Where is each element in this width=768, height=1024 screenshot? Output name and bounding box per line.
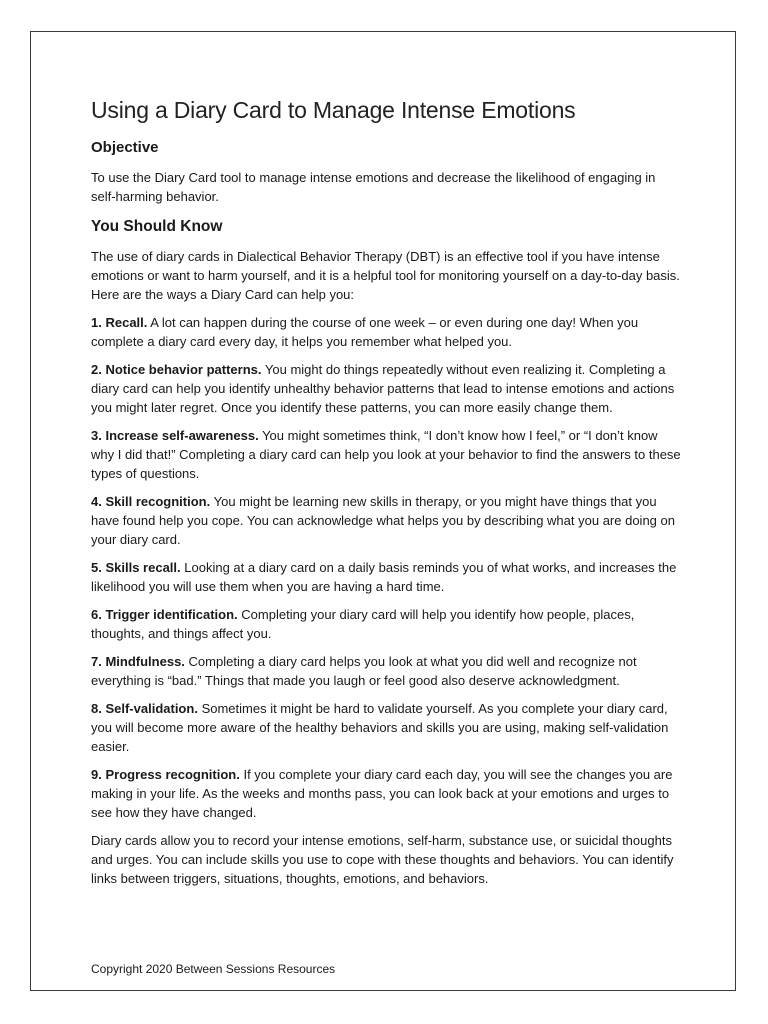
- list-item-number: 3.: [91, 428, 102, 443]
- list-item-skills-recall: [91, 558, 681, 596]
- list-item-self-awareness: [91, 426, 681, 483]
- list-item-number: 4.: [91, 494, 102, 509]
- list-item-text: If you complete your diary card each day, you will see the changes you are making in your life. As the weeks and months pass, you can look back at your emotions and urges to see how they have changed.: [91, 767, 673, 820]
- list-item-self-validation: [91, 699, 681, 756]
- list-item-lead: Recall.: [105, 315, 148, 330]
- list-item-lead: Progress recognition.: [105, 767, 240, 782]
- list-item-number: 6.: [91, 607, 102, 622]
- list-item-mindfulness: [91, 652, 681, 690]
- list-item-behavior-patterns: [91, 360, 681, 417]
- list-item-lead: Increase self-awareness.: [105, 428, 259, 443]
- intro-paragraph: The use of diary cards in Dialectical Behavior Therapy (DBT) is an effective tool if you have intense emotions or want to harm yourself, and it is a helpful tool for monitoring yourself on a day-to-day basis. Here are the ways a Diary Card can help you:: [91, 249, 680, 302]
- copyright-footer: Copyright 2020 Between Sessions Resources: [91, 962, 336, 976]
- document-title: Using a Diary Card to Manage Intense Emotions: [91, 97, 576, 123]
- list-item-lead: Skills recall.: [105, 560, 181, 575]
- list-item-lead: Trigger identification.: [105, 607, 238, 622]
- list-item-lead: Mindfulness.: [105, 654, 185, 669]
- list-item-skill-recognition: [91, 492, 681, 549]
- list-item-text: Completing a diary card helps you look at what you did well and recognize not everything is “bad.” Things that made you laugh or feel good also deserve acknowledgment.: [91, 654, 637, 688]
- list-item-text: You might be learning new skills in therapy, or you might have things that you have found help you cope. You can acknowledge what helps you by describing what you are doing on your diary card.: [91, 494, 675, 547]
- document-content: [91, 96, 681, 897]
- list-item-text: A lot can happen during the course of one week – or even during one day! When you complete a diary card every day, it helps you remember what helped you.: [91, 315, 639, 349]
- list-item-number: 7.: [91, 654, 102, 669]
- objective-heading: Objective: [91, 139, 159, 156]
- closing-paragraph: Diary cards allow you to record your intense emotions, self-harm, substance use, or suicidal thoughts and urges. You can include skills you use to cope with these thoughts and behaviors. You can identify links between triggers, situations, thoughts, emotions, and behaviors.: [91, 833, 674, 886]
- list-item-text: Looking at a diary card on a daily basis reminds you of what works, and increases the likelihood you will use them when you are having a hard time.: [91, 560, 677, 594]
- objective-text: To use the Diary Card tool to manage intense emotions and decrease the likelihood of engaging in self-harming behavior.: [91, 170, 656, 204]
- document-page: [30, 31, 736, 991]
- list-item-number: 8.: [91, 701, 102, 716]
- you-should-know-heading: You Should Know: [91, 218, 223, 235]
- list-item-lead: Self-validation.: [105, 701, 198, 716]
- list-item-text: You might do things repeatedly without even realizing it. Completing a diary card can help you identify unhealthy behavior patterns that lead to intense emotions and actions you might later regret. Once you identify these patterns, you can more easily change them.: [91, 362, 675, 415]
- list-item-lead: Notice behavior patterns.: [105, 362, 262, 377]
- list-item-text: Completing your diary card will help you identify how people, places, thoughts, and things affect you.: [91, 607, 635, 641]
- list-item-trigger-identification: [91, 605, 681, 643]
- list-item-progress-recognition: [91, 765, 681, 822]
- list-item-text: You might sometimes think, “I don’t know how I feel,” or “I don’t know why I did that!” Completing a diary card can help you look at your behavior to find the answers to these types of questions.: [91, 428, 681, 481]
- list-item-number: 5.: [91, 560, 102, 575]
- list-item-recall: [91, 313, 681, 351]
- list-item-number: 2.: [91, 362, 102, 377]
- list-item-lead: Skill recognition.: [105, 494, 211, 509]
- list-item-text: Sometimes it might be hard to validate yourself. As you complete your diary card, you will become more aware of the healthy behaviors and skills you are using, making self-validation easier.: [91, 701, 669, 754]
- list-item-number: 1.: [91, 315, 102, 330]
- list-item-number: 9.: [91, 767, 102, 782]
